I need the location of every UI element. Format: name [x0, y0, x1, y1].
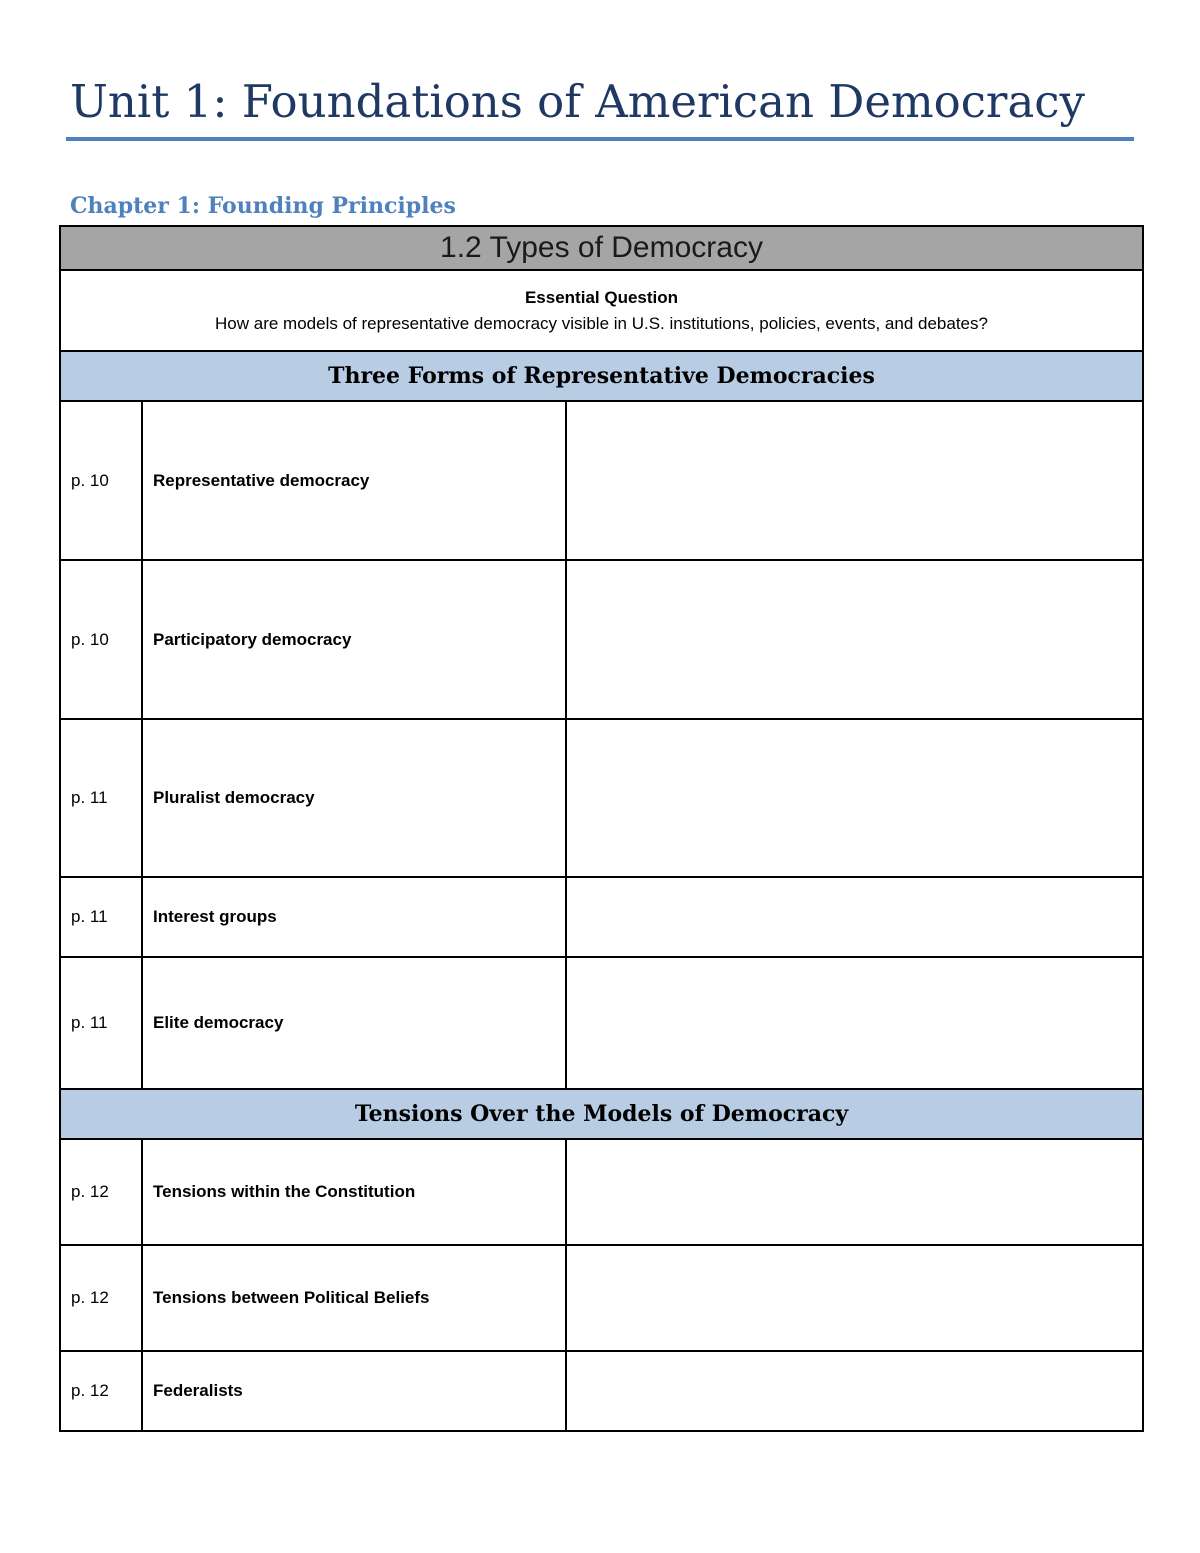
term-label: Federalists: [142, 1351, 566, 1431]
chapter-title: Chapter 1: Founding Principles: [70, 193, 456, 219]
section-header-row: [60, 351, 1143, 401]
page-reference: p. 10: [60, 401, 142, 560]
section-heading-tensions: Tensions Over the Models of Democracy: [60, 1089, 1143, 1139]
table-row: [60, 1139, 1143, 1245]
table-row: [60, 877, 1143, 957]
title-underline: [66, 137, 1134, 141]
answer-field[interactable]: [566, 957, 1143, 1089]
page-reference: p. 11: [60, 877, 142, 957]
answer-field[interactable]: [566, 877, 1143, 957]
essential-question-label: Essential Question: [524, 287, 679, 307]
term-label: Interest groups: [142, 877, 566, 957]
unit-title: Unit 1: Foundations of American Democracy: [70, 75, 1085, 128]
essential-question-cell: [60, 270, 1143, 351]
lesson-title: 1.2 Types of Democracy: [60, 226, 1143, 270]
term-label: Tensions within the Constitution: [142, 1139, 566, 1245]
page-reference: p. 11: [60, 957, 142, 1089]
table-row: [60, 1351, 1143, 1431]
answer-field[interactable]: [566, 1245, 1143, 1351]
section-header-row: [60, 1089, 1143, 1139]
page-reference: p. 10: [60, 560, 142, 719]
essential-question-row: [60, 270, 1143, 351]
table-row: [60, 719, 1143, 877]
term-label: Participatory democracy: [142, 560, 566, 719]
page-reference: p. 11: [60, 719, 142, 877]
term-label: Tensions between Political Beliefs: [142, 1245, 566, 1351]
table-row: [60, 560, 1143, 719]
term-label: Pluralist democracy: [142, 719, 566, 877]
lesson-title-row: [60, 226, 1143, 270]
page-reference: p. 12: [60, 1139, 142, 1245]
term-label: Representative democracy: [142, 401, 566, 560]
page-reference: p. 12: [60, 1351, 142, 1431]
section-heading-three-forms: Three Forms of Representative Democracies: [60, 351, 1143, 401]
page-reference: p. 12: [60, 1245, 142, 1351]
answer-field[interactable]: [566, 719, 1143, 877]
answer-field[interactable]: [566, 560, 1143, 719]
answer-field[interactable]: [566, 1351, 1143, 1431]
answer-field[interactable]: [566, 401, 1143, 560]
table-row: [60, 957, 1143, 1089]
essential-question-text: How are models of representative democracy visible in U.S. institutions, policies, events, and debates?: [215, 313, 988, 333]
table-row: [60, 1245, 1143, 1351]
table-row: [60, 401, 1143, 560]
answer-field[interactable]: [566, 1139, 1143, 1245]
term-label: Elite democracy: [142, 957, 566, 1089]
notes-worksheet-table: [59, 225, 1144, 1432]
